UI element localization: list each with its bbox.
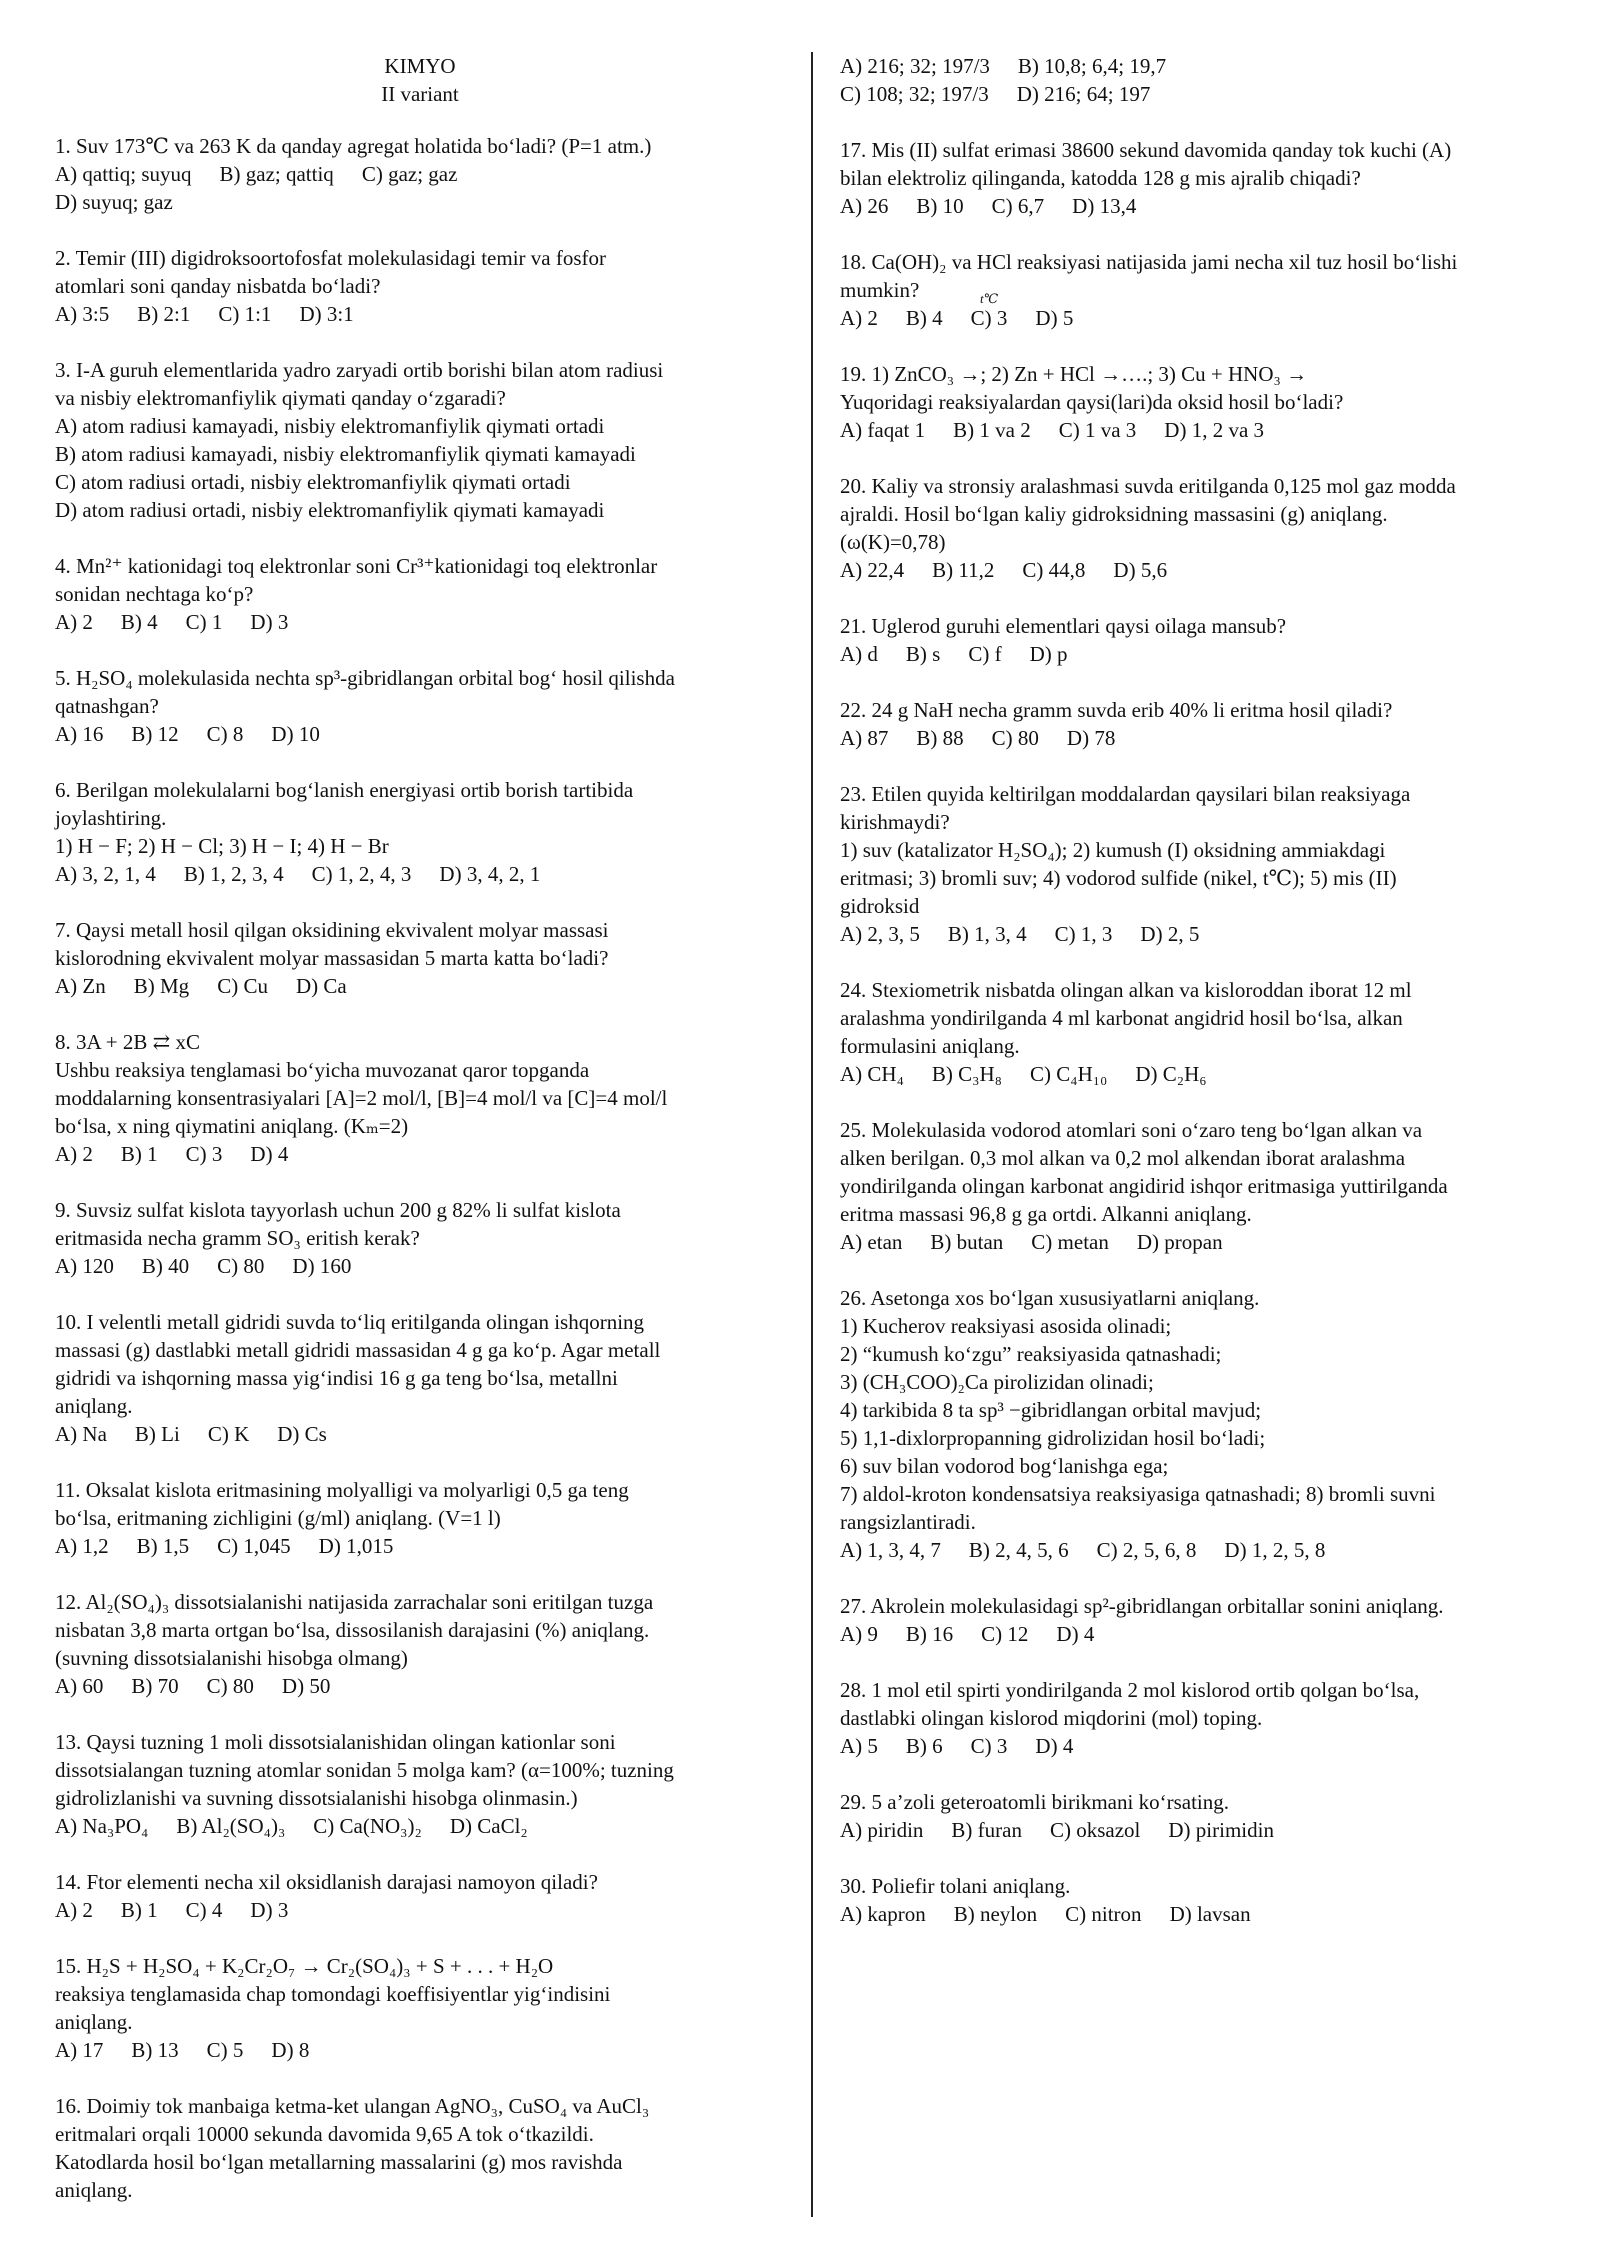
answer-option[interactable]: A) qattiq; suyuq	[55, 162, 192, 186]
answer-option[interactable]: D) 4	[1056, 1622, 1095, 1646]
answer-option[interactable]: D) 3:1	[299, 302, 354, 326]
answer-option[interactable]: B) 1 va 2	[953, 418, 1031, 442]
answer-option[interactable]: B) 4	[120, 610, 158, 634]
answer-option[interactable]: A) 22,4	[840, 558, 905, 582]
question-text-line: 6) suv bilan vodorod bog‘lanishga ega;	[840, 1454, 1169, 1478]
question-text-line: kislorodning ekvivalent molyar massasidan 5 marta katta bo‘ladi?	[55, 946, 609, 970]
answer-row	[55, 972, 785, 1000]
answer-option[interactable]: C) 4	[185, 1898, 223, 1922]
answer-row	[840, 416, 1560, 444]
answer-option[interactable]: C) 3	[970, 306, 1008, 330]
question-text-line: dissotsialangan tuzning atomlar sonidan 5 molga kam? (α=100%; tuzning	[55, 1758, 674, 1782]
question-block	[55, 1868, 785, 1924]
answer-option[interactable]: A) 2	[55, 1142, 93, 1166]
answer-option[interactable]: A) Na	[55, 1422, 107, 1446]
question-text-line: 2) “kumush ko‘zgu” reaksiyasida qatnashadi;	[840, 1342, 1222, 1366]
answer-option[interactable]: D) 1, 2, 5, 8	[1224, 1538, 1326, 1562]
answer-option[interactable]: C) 1, 3	[1054, 922, 1113, 946]
answer-option[interactable]: D) CaCl₂	[449, 1814, 528, 1838]
answer-option[interactable]: B) 1, 2, 3, 4	[183, 862, 284, 886]
question-text-line: reaksiya tenglamasida chap tomondagi koeffisiyentlar yig‘indisini	[55, 1982, 611, 2006]
answer-option[interactable]: C) 1	[185, 610, 223, 634]
answer-option[interactable]: A) 26	[840, 194, 889, 218]
question-text-line: 30. Poliefir tolani aniqlang.	[840, 1874, 1071, 1898]
answer-option[interactable]: D) 1,015	[318, 1534, 394, 1558]
answer-row	[55, 412, 785, 440]
answer-option[interactable]: A) atom radiusi kamayadi, nisbiy elektromanfiylik qiymati ortadi	[55, 414, 605, 438]
question-text-line: 1) Kucherov reaksiyasi asosida olinadi;	[840, 1314, 1172, 1338]
question-text-line: 25. Molekulasida vodorod atomlari soni o‘zaro teng bo‘lgan alkan va	[840, 1118, 1423, 1142]
answer-option[interactable]: C) gaz; gaz	[361, 162, 458, 186]
answer-row	[840, 1620, 1560, 1648]
answer-option[interactable]: C) Cu	[217, 974, 268, 998]
answer-row	[840, 1536, 1560, 1564]
question-text-line: aniqlang.	[55, 1394, 133, 1418]
answer-option[interactable]: D) propan	[1136, 1230, 1223, 1254]
question-block	[840, 1284, 1560, 1564]
answer-option[interactable]: C) metan	[1031, 1230, 1109, 1254]
answer-option[interactable]: C) 6,7	[991, 194, 1045, 218]
answer-option[interactable]: B) 1,5	[136, 1534, 190, 1558]
answer-option[interactable]: A) 16	[55, 722, 104, 746]
answer-option[interactable]: A) 3, 2, 1, 4	[55, 862, 156, 886]
answer-option[interactable]: D) 160	[292, 1254, 352, 1278]
answer-option[interactable]: D) 3	[250, 610, 289, 634]
answer-option[interactable]: C) 12	[981, 1622, 1029, 1646]
answer-option[interactable]: A) 5	[840, 1734, 878, 1758]
answer-option[interactable]: D) Ca	[295, 974, 347, 998]
answer-row	[55, 1252, 785, 1280]
question-block	[55, 776, 785, 888]
answer-option[interactable]: C) atom radiusi ortadi, nisbiy elektromanfiylik qiymati ortadi	[55, 470, 571, 494]
answer-row	[840, 1228, 1560, 1256]
question-text-line: dastlabki olingan kislorod miqdorini (mol) toping.	[840, 1706, 1263, 1730]
subject-title: KIMYO	[384, 54, 456, 78]
answer-row	[55, 468, 785, 496]
answer-option[interactable]: A) 87	[840, 726, 889, 750]
answer-option[interactable]: A) d	[840, 642, 878, 666]
answer-option[interactable]: B) Al₂(SO₄)₃	[176, 1814, 286, 1838]
answer-row	[840, 640, 1560, 668]
question-text-line: 17. Mis (II) sulfat erimasi 38600 sekund davomida qanday tok kuchi (A)	[840, 138, 1452, 162]
question-block	[55, 1588, 785, 1700]
answer-option[interactable]: A) Zn	[55, 974, 106, 998]
question-text-line: Yuqoridagi reaksiyalardan qaysi(lari)da oksid hosil bo‘ladi?	[840, 390, 1344, 414]
answer-option[interactable]: B) Mg	[133, 974, 190, 998]
answer-option[interactable]: A) 1, 3, 4, 7	[840, 1538, 941, 1562]
answer-option[interactable]: B) 1	[120, 1898, 158, 1922]
question-text-line: 14. Ftor elementi necha xil oksidlanish darajasi namoyon qiladi?	[55, 1870, 598, 1894]
answer-row	[840, 192, 1560, 220]
answer-option[interactable]: B) atom radiusi kamayadi, nisbiy elektromanfiylik qiymati kamayadi	[55, 442, 636, 466]
answer-option[interactable]: B) 10	[916, 194, 964, 218]
question-text-line: 5. H₂SO₄ molekulasida nechta sp³-gibridlangan orbital bog‘ hosil qilishda	[55, 666, 675, 690]
right-question-list	[840, 52, 1560, 1928]
answer-option[interactable]: B) 88	[916, 726, 964, 750]
question-text-line: (ω(K)=0,78)	[840, 530, 946, 554]
answer-option[interactable]: D) 10	[271, 722, 320, 746]
question-text-line: sonidan nechtaga ko‘p?	[55, 582, 254, 606]
question-text-line: 12. Al₂(SO₄)₃ dissotsialanishi natijasida zarrachalar soni eritilgan tuzga	[55, 1590, 654, 1614]
answer-option[interactable]: D) 4	[250, 1142, 289, 1166]
answer-option[interactable]: B) 40	[141, 1254, 190, 1278]
answer-option[interactable]: B) 70	[131, 1674, 179, 1698]
question-block	[55, 132, 785, 216]
answer-option[interactable]: B) 2:1	[137, 302, 191, 326]
answer-option[interactable]: C) 1, 2, 4, 3	[311, 862, 412, 886]
question-text-line: aniqlang.	[55, 2178, 133, 2202]
answer-option[interactable]: C) 1:1	[218, 302, 272, 326]
question-text-line: ajraldi. Hosil bo‘lgan kaliy gidroksidning massasini (g) aniqlang.	[840, 502, 1388, 526]
answer-row	[55, 720, 785, 748]
answer-option[interactable]: A) 9	[840, 1622, 878, 1646]
question-text-line: 4) tarkibida 8 ta sp³ −gibridlangan orbital mavjud;	[840, 1398, 1262, 1422]
answer-row	[55, 1420, 785, 1448]
answer-option[interactable]: C) 2, 5, 6, 8	[1096, 1538, 1197, 1562]
answer-option[interactable]: A) kapron	[840, 1902, 926, 1926]
question-text-line: 7) aldol-kroton kondensatsiya reaksiyasiga qatnashadi; 8) bromli suvni	[840, 1482, 1436, 1506]
question-text-line: 20. Kaliy va stronsiy aralashmasi suvda eritilganda 0,125 mol gaz modda	[840, 474, 1456, 498]
answer-option[interactable]: B) butan	[930, 1230, 1004, 1254]
answer-option[interactable]: A) faqat 1	[840, 418, 926, 442]
question-text-line: 28. 1 mol etil spirti yondirilganda 2 mol kislorod ortib qolgan bo‘lsa,	[840, 1678, 1420, 1702]
question-block	[840, 248, 1560, 332]
question-block	[840, 136, 1560, 220]
answer-row	[840, 1060, 1560, 1088]
answer-row	[840, 1900, 1560, 1928]
question-text-line: 1) suv (katalizator H₂SO₄); 2) kumush (I) oksidning ammiakdagi	[840, 838, 1386, 862]
answer-option[interactable]: B) 1	[120, 1142, 158, 1166]
answer-option[interactable]: C) 8	[206, 722, 244, 746]
answer-option[interactable]: D) 1, 2 va 3	[1164, 418, 1265, 442]
answer-row	[840, 724, 1560, 752]
answer-option[interactable]: B) 12	[131, 722, 179, 746]
answer-option[interactable]: A) CH₄	[840, 1062, 904, 1086]
answer-option[interactable]: B) s	[905, 642, 941, 666]
variant-title: II variant	[381, 82, 459, 106]
question-block	[55, 1308, 785, 1448]
question-text-line: joylashtiring.	[55, 806, 167, 830]
answer-option[interactable]: D) Cs	[277, 1422, 327, 1446]
reaction-condition-note: t℃	[980, 291, 999, 306]
answer-option[interactable]: C) 3	[970, 1734, 1008, 1758]
answer-option[interactable]: D) 3	[250, 1898, 289, 1922]
question-block	[55, 1028, 785, 1168]
question-block	[840, 612, 1560, 668]
answer-row	[840, 920, 1560, 948]
answer-option[interactable]: C) 108; 32; 197/3	[840, 82, 989, 106]
answer-option[interactable]: B) 16	[905, 1622, 954, 1646]
answer-row	[55, 1140, 785, 1168]
question-text-line: 5) 1,1-dixlorpropanning gidrolizidan hosil bo‘ladi;	[840, 1426, 1266, 1450]
answer-option[interactable]: C) 3	[185, 1142, 223, 1166]
question-text-line: aniqlang.	[55, 2010, 133, 2034]
column-divider	[811, 52, 813, 2217]
answer-option[interactable]: C) 5	[206, 2038, 244, 2062]
question-text-line: 16. Doimiy tok manbaiga ketma-ket ulangan AgNO₃, CuSO₄ va AuCl₃	[55, 2094, 650, 2118]
question-text-line: 22. 24 g NaH necha gramm suvda erib 40% li eritma hosil qiladi?	[840, 698, 1393, 722]
question-text-line: 6. Berilgan molekulalarni bog‘lanish energiyasi ortib borish tartibida	[55, 778, 634, 802]
answer-option[interactable]: B) 13	[131, 2038, 179, 2062]
answer-row	[55, 2036, 785, 2064]
question-block	[840, 472, 1560, 584]
answer-option[interactable]: D) 3, 4, 2, 1	[439, 862, 541, 886]
question-block	[55, 1952, 785, 2064]
answer-option[interactable]: A) 60	[55, 1674, 104, 1698]
answer-option[interactable]: C) nitron	[1065, 1902, 1142, 1926]
left-column	[55, 52, 785, 2232]
answer-option[interactable]: B) Li	[134, 1422, 180, 1446]
question-block	[55, 664, 785, 748]
answer-option[interactable]: A) 17	[55, 2038, 104, 2062]
answer-row	[55, 300, 785, 328]
answer-option[interactable]: D) C₂H₆	[1135, 1062, 1207, 1086]
answer-option[interactable]: D) 5	[1035, 306, 1074, 330]
answer-option[interactable]: D) p	[1029, 642, 1068, 666]
question-text-line: moddalarning konsentrasiyalari [A]=2 mol/l, [B]=4 mol/l va [C]=4 mol/l	[55, 1086, 668, 1110]
answer-row	[840, 80, 1560, 108]
answer-option[interactable]: C) f	[968, 642, 1002, 666]
question-text-line: 21. Uglerod guruhi elementlari qaysi oilaga mansub?	[840, 614, 1287, 638]
answer-option[interactable]: C) 1 va 3	[1058, 418, 1137, 442]
question-text-line: qatnashgan?	[55, 694, 159, 718]
question-block	[55, 916, 785, 1000]
answer-option[interactable]: C) C₄H₁₀	[1029, 1062, 1108, 1086]
answer-row	[55, 1532, 785, 1560]
question-block	[840, 976, 1560, 1088]
answer-option[interactable]: C) Ca(NO₃)₂	[313, 1814, 422, 1838]
answer-option[interactable]: C) K	[207, 1422, 250, 1446]
answer-option[interactable]: C) 44,8	[1022, 558, 1086, 582]
answer-option[interactable]: A) 2, 3, 5	[840, 922, 920, 946]
answer-option[interactable]: D) pirimidin	[1168, 1818, 1274, 1842]
answer-option[interactable]: B) 6	[905, 1734, 943, 1758]
answer-row	[840, 1816, 1560, 1844]
answer-row	[55, 860, 785, 888]
right-column	[840, 52, 1560, 1956]
answer-option[interactable]: A) piridin	[840, 1818, 924, 1842]
question-text-line: gidridi va ishqorning massa yig‘indisi 16 g ga teng bo‘lsa, metallni	[55, 1366, 618, 1390]
question-block	[840, 52, 1560, 108]
answer-option[interactable]: C) 80	[217, 1254, 265, 1278]
question-text-line: bo‘lsa, x ning qiymatini aniqlang. (Kₘ=2)	[55, 1114, 409, 1138]
answer-option[interactable]: B) gaz; qattiq	[219, 162, 334, 186]
question-text-line: formulasini aniqlang.	[840, 1034, 1020, 1058]
answer-option[interactable]: C) 1,045	[217, 1534, 291, 1558]
question-text-line: 7. Qaysi metall hosil qilgan oksidining ekvivalent molyar massasi	[55, 918, 609, 942]
question-block	[55, 356, 785, 524]
question-block	[55, 1476, 785, 1560]
answer-row	[840, 52, 1560, 80]
answer-option[interactable]: D) 8	[271, 2038, 310, 2062]
answer-option[interactable]: A) 2	[55, 610, 93, 634]
answer-row	[55, 160, 785, 188]
answer-row	[840, 304, 1560, 332]
question-text-line: nisbatan 3,8 marta ortgan bo‘lsa, dissosilanish darajasini (%) aniqlang.	[55, 1618, 650, 1642]
answer-row	[55, 496, 785, 524]
question-block	[55, 1196, 785, 1280]
question-block	[55, 552, 785, 636]
question-text-line: 15. H₂S + H₂SO₄ + K₂Cr₂O₇ → Cr₂(SO₄)₃ + S + . . . + H₂O	[55, 1954, 554, 1978]
question-block	[840, 696, 1560, 752]
question-block	[840, 1592, 1560, 1648]
question-text-line: 19. 1) ZnCO₃ →; 2) Zn + HCl →….; 3) Cu + HNO₃ →	[840, 362, 1308, 386]
answer-option[interactable]: D) suyuq; gaz	[55, 190, 173, 214]
question-text-line: yondirilganda olingan karbonat angidirid ishqor eritmasiga yuttirilganda	[840, 1174, 1448, 1198]
question-text-line: rangsizlantiradi.	[840, 1510, 976, 1534]
answer-option[interactable]: B) neylon	[953, 1902, 1038, 1926]
question-block	[840, 1116, 1560, 1256]
answer-option[interactable]: B) C₃H₈	[931, 1062, 1002, 1086]
answer-option[interactable]: A) Na₃PO₄	[55, 1814, 149, 1838]
question-text-line: bo‘lsa, eritmaning zichligini (g/ml) aniqlang. (V=1 l)	[55, 1506, 501, 1530]
question-text-line: 2. Temir (III) digidroksoortofosfat molekulasidagi temir va fosfor	[55, 246, 607, 270]
answer-row	[840, 556, 1560, 584]
question-text-line: 9. Suvsiz sulfat kislota tayyorlash uchun 200 g 82% li sulfat kislota	[55, 1198, 621, 1222]
answer-option[interactable]: B) 1, 3, 4	[947, 922, 1027, 946]
question-text-line: gidroksid	[840, 894, 920, 918]
question-text-line: (suvning dissotsialanishi hisobga olmang)	[55, 1646, 408, 1670]
question-text-line: aralashma yondirilganda 4 ml karbonat angidrid hosil bo‘lsa, alkan	[840, 1006, 1403, 1030]
answer-option[interactable]: A) etan	[840, 1230, 903, 1254]
question-block	[55, 244, 785, 328]
answer-option[interactable]: B) 11,2	[932, 558, 995, 582]
question-text-line: kirishmaydi?	[840, 810, 950, 834]
answer-option[interactable]: B) 4	[905, 306, 943, 330]
answer-option[interactable]: B) 2, 4, 5, 6	[968, 1538, 1069, 1562]
question-text-line: atomlari soni qanday nisbatda bo‘ladi?	[55, 274, 381, 298]
answer-option[interactable]: A) 3:5	[55, 302, 110, 326]
question-text-line: 1. Suv 173℃ va 263 K da qanday agregat holatida bo‘ladi? (P=1 atm.)	[55, 134, 652, 158]
answer-option[interactable]: A) 2	[55, 1898, 93, 1922]
answer-option[interactable]: C) 80	[991, 726, 1039, 750]
answer-option[interactable]: A) 2	[840, 306, 878, 330]
answer-option[interactable]: D) 4	[1035, 1734, 1074, 1758]
question-text-line: Katodlarda hosil bo‘lgan metallarning massalarini (g) mos ravishda	[55, 2150, 623, 2174]
question-text-line: 23. Etilen quyida keltirilgan moddalardan qaysilari bilan reaksiyaga	[840, 782, 1411, 806]
question-block	[55, 1728, 785, 1840]
question-text-line: Ushbu reaksiya tenglamasi bo‘yicha muvozanat qaror topganda	[55, 1058, 590, 1082]
answer-option[interactable]: D) 2, 5	[1140, 922, 1200, 946]
question-text-line: 11. Oksalat kislota eritmasining molyalligi va molyarligi 0,5 ga teng	[55, 1478, 629, 1502]
question-text-line: eritma massasi 96,8 g ga ortdi. Alkanni aniqlang.	[840, 1202, 1252, 1226]
answer-option[interactable]: D) 13,4	[1072, 194, 1137, 218]
answer-option[interactable]: A) 216; 32; 197/3	[840, 54, 990, 78]
question-block	[840, 1788, 1560, 1844]
answer-row	[55, 1672, 785, 1700]
answer-option[interactable]: A) 1,2	[55, 1534, 109, 1558]
question-text-line: 3. I-A guruh elementlarida yadro zaryadi ortib borishi bilan atom radiusi	[55, 358, 664, 382]
question-text-line: 10. I velentli metall gidridi suvda to‘liq eritilganda olingan ishqorning	[55, 1310, 645, 1334]
document-header	[55, 52, 785, 108]
answer-option[interactable]: D) 78	[1066, 726, 1116, 750]
answer-row	[55, 188, 785, 216]
answer-option[interactable]: D) atom radiusi ortadi, nisbiy elektromanfiylik qiymati kamayadi	[55, 498, 605, 522]
answer-option[interactable]: D) 5,6	[1113, 558, 1168, 582]
question-text-line: 4. Mn²⁺ kationidagi toq elektronlar soni Cr³⁺kationidagi toq elektronlar	[55, 554, 658, 578]
answer-option[interactable]: D) 216; 64; 197	[1016, 82, 1151, 106]
question-text-line: bilan elektroliz qilinganda, katodda 128 g mis ajralib chiqadi?	[840, 166, 1361, 190]
answer-option[interactable]: C) oksazol	[1049, 1818, 1141, 1842]
answer-row	[55, 608, 785, 636]
answer-option[interactable]: D) lavsan	[1169, 1902, 1251, 1926]
question-text-line: eritmasida necha gramm SO₃ eritish kerak?	[55, 1226, 420, 1250]
question-text-line: 1) H − F; 2) H − Cl; 3) H − I; 4) H − Br	[55, 834, 389, 858]
question-block	[55, 2092, 785, 2204]
answer-option[interactable]: B) furan	[951, 1818, 1022, 1842]
answer-option[interactable]: D) 50	[281, 1674, 331, 1698]
answer-row	[55, 440, 785, 468]
question-text-line: 26. Asetonga xos bo‘lgan xususiyatlarni aniqlang.	[840, 1286, 1260, 1310]
question-text-line: va nisbiy elektromanfiylik qiymati qanday o‘zgaradi?	[55, 386, 506, 410]
question-text-line: 3) (CH₃COO)₂Ca pirolizidan olinadi;	[840, 1370, 1154, 1394]
question-text-line: 24. Stexiometrik nisbatda olingan alkan va kisloroddan iborat 12 ml	[840, 978, 1412, 1002]
question-text-line: 29. 5 a’zoli geteroatomli birikmani ko‘rsating.	[840, 1790, 1229, 1814]
question-text-line: eritmasi; 3) bromli suv; 4) vodorod sulfide (nikel, t℃); 5) mis (II)	[840, 866, 1397, 890]
question-block	[840, 780, 1560, 948]
question-text-line: gidrolizlanishi va suvning dissotsialanishi hisobga olinmasin.)	[55, 1786, 578, 1810]
question-text-line: 18. Ca(OH)₂ va HCl reaksiyasi natijasida jami necha xil tuz hosil bo‘lishi	[840, 250, 1458, 274]
left-question-list	[55, 132, 785, 2204]
question-text-line: mumkin?	[840, 278, 920, 302]
question-text-line: 13. Qaysi tuzning 1 moli dissotsialanishidan olingan kationlar soni	[55, 1730, 616, 1754]
question-text-line: massasi (g) dastlabki metall gidridi massasidan 4 g ga ko‘p. Agar metall	[55, 1338, 661, 1362]
question-block	[840, 1872, 1560, 1928]
answer-row	[840, 1732, 1560, 1760]
answer-option[interactable]: A) 120	[55, 1254, 114, 1278]
question-text-line: 27. Akrolein molekulasidagi sp²-gibridlangan orbitallar sonini aniqlang.	[840, 1594, 1444, 1618]
answer-row	[55, 1812, 785, 1840]
question-text-line: 8. 3A + 2B ⇄ xC	[55, 1030, 200, 1054]
answer-option[interactable]: B) 10,8; 6,4; 19,7	[1017, 54, 1167, 78]
answer-option[interactable]: C) 80	[206, 1674, 254, 1698]
question-text-line: eritmalari orqali 10000 sekunda davomida 9,65 A tok o‘tkazildi.	[55, 2122, 594, 2146]
answer-row	[55, 1896, 785, 1924]
question-text-line: alken berilgan. 0,3 mol alkan va 0,2 mol alkendan iborat aralashma	[840, 1146, 1406, 1170]
question-block	[840, 1676, 1560, 1760]
